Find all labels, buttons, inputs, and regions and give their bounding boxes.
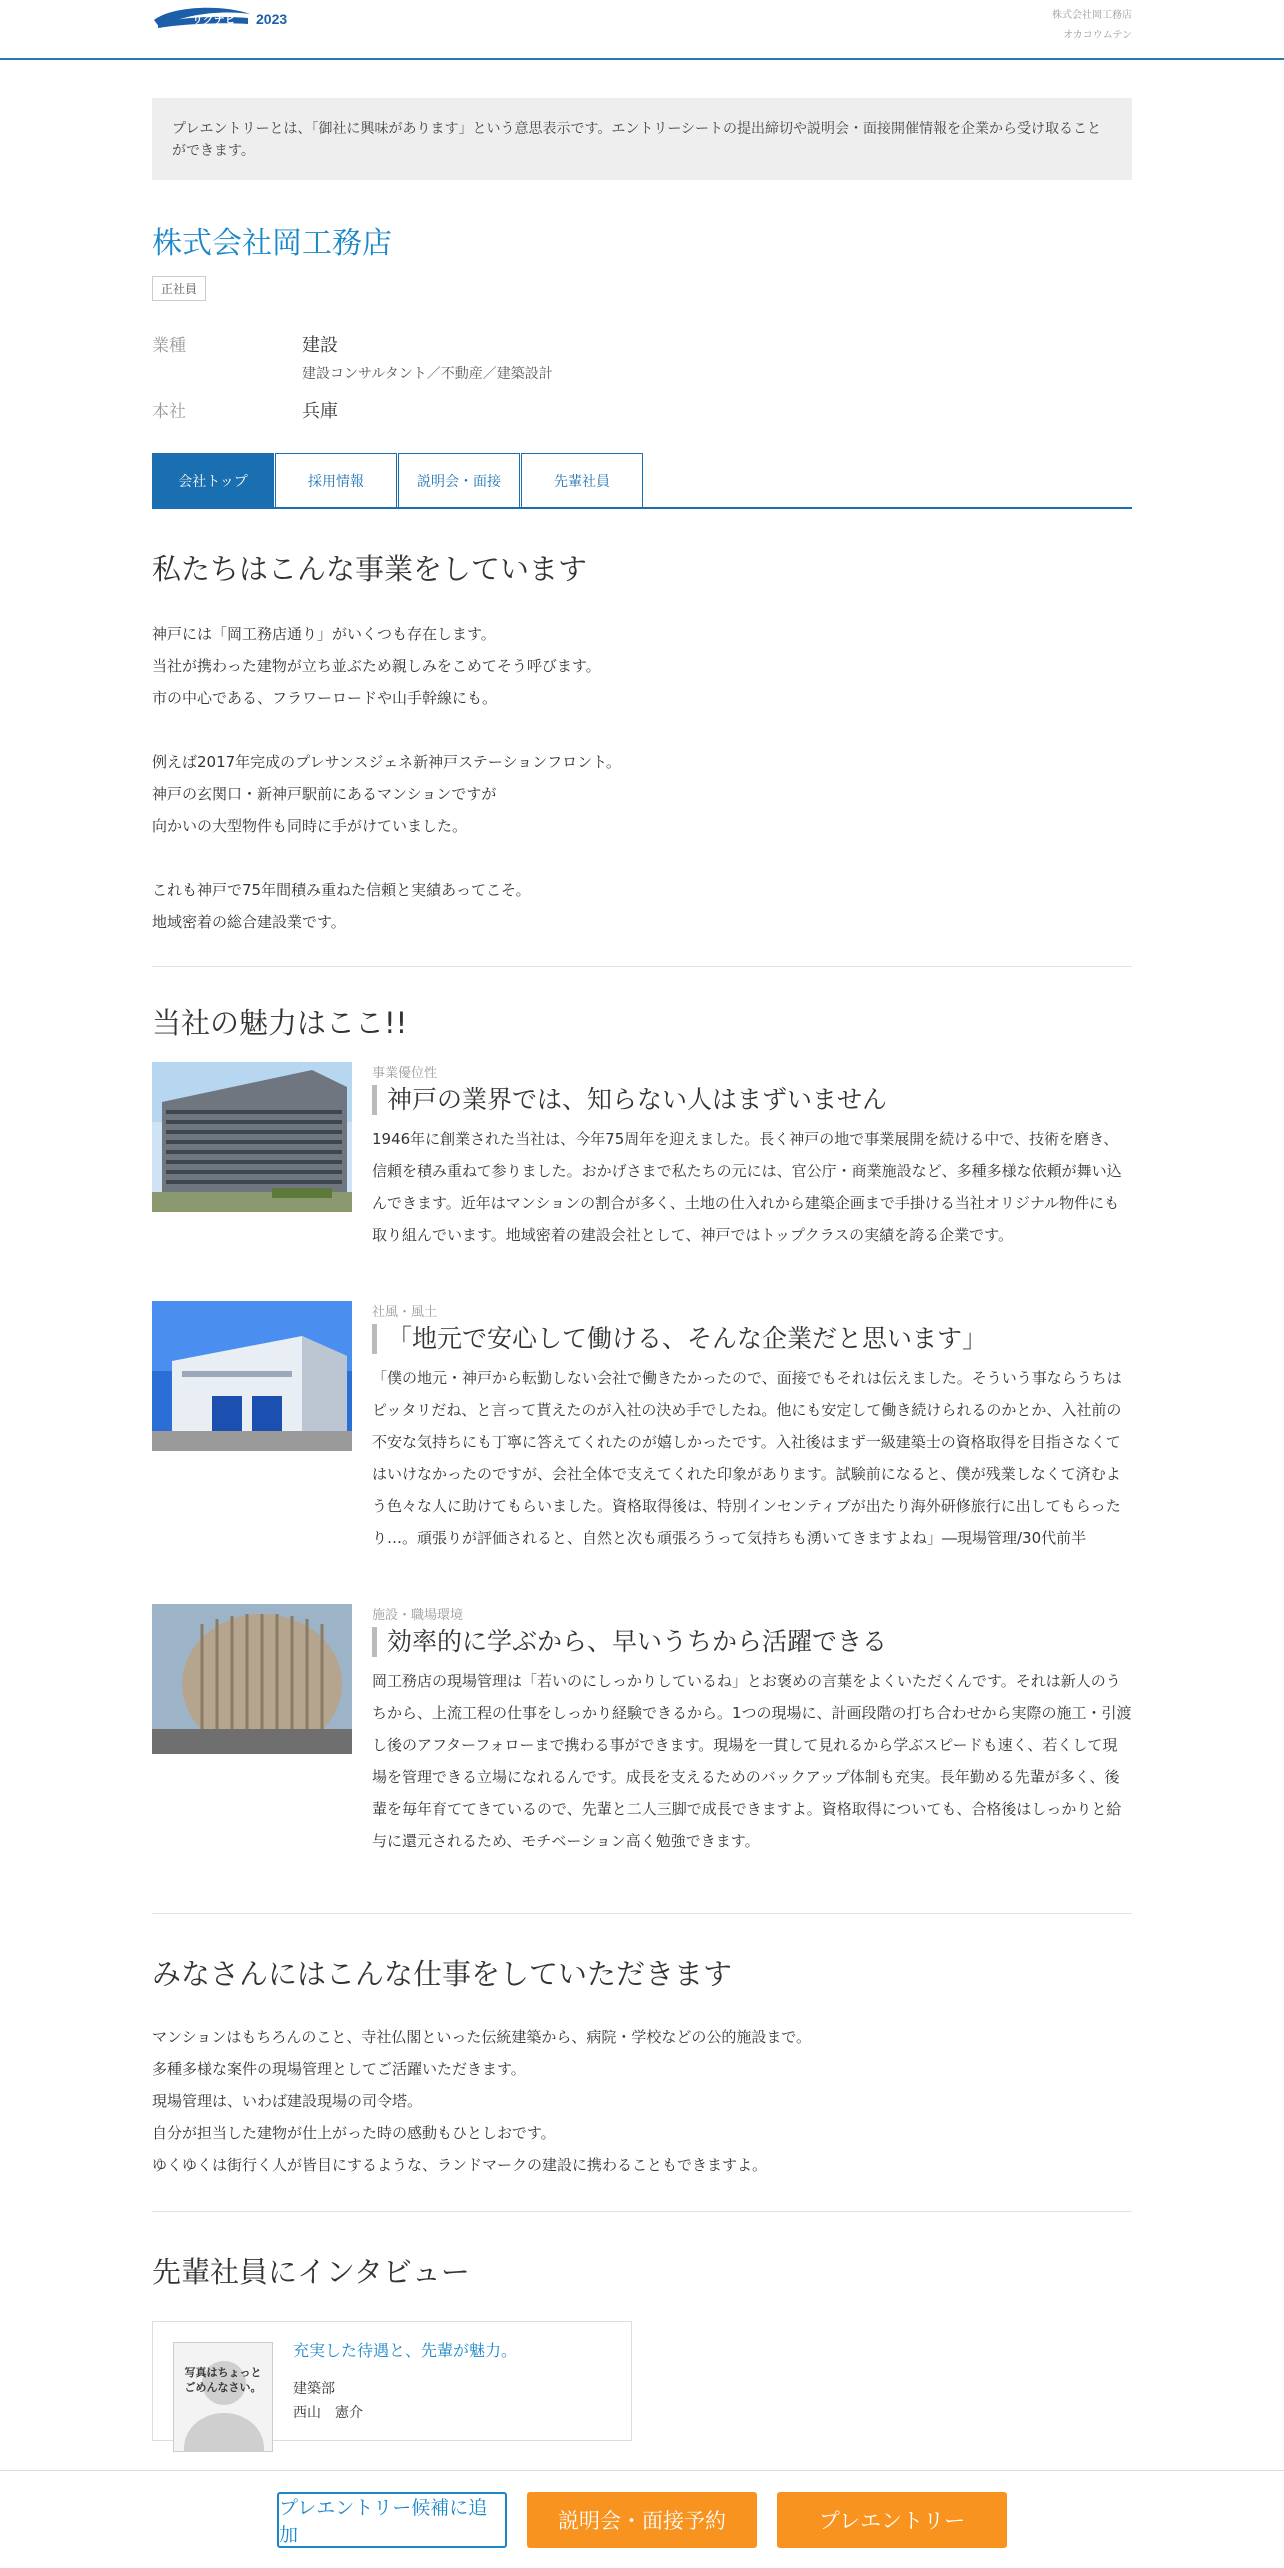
tab-senior-staff[interactable]: 先輩社員 [521, 453, 643, 507]
work-section [152, 1952, 1132, 2181]
industry-main: 建設 [302, 335, 338, 356]
company-info [152, 331, 1132, 423]
business-line: 市の中心である、フラワーロードや山手幹線にも。 [152, 689, 498, 707]
header-company-kana: オカコウムテン [1063, 30, 1132, 41]
bottom-action-bar [0, 2470, 1284, 2568]
tab-recruitment-info[interactable]: 採用情報 [275, 453, 397, 507]
charm-title: 当社の魅力はここ!! [152, 1006, 408, 1040]
business-title: 私たちはこんな事業をしています [152, 552, 588, 586]
interview-dept: 建築部 [293, 2381, 335, 2397]
interview-name: 西山 憲介 [293, 2405, 363, 2421]
charm-body: 1946年に創業された当社は、今年75周年を迎えました。長く神戸の地で事業展開を続ける中で、技術を磨き、信頼を積み重ねて参りました。おかげさまで私たちの元には、官公庁・商業施設など、多種多様な依頼が舞い込んできます。近年はマンションの割合が多く、土地の仕入れから建築企画まで手掛ける当社オリジナル物件にも取り組んでいます。地域密着の建設会社として、神戸ではトップクラスの実績を誇る企業です。 [372, 1130, 1122, 1244]
charm-heading: 神戸の業界では、知らない人はまずいません [372, 1085, 1132, 1115]
charm-category: 社風・風土 [372, 1305, 438, 1320]
hq-label: 本社 [152, 402, 186, 422]
industry-label: 業種 [152, 336, 186, 356]
business-section [152, 547, 1132, 938]
tab-company-top[interactable]: 会社トップ [152, 453, 274, 507]
charm-category: 事業優位性 [372, 1066, 438, 1081]
charm-category: 施設・職場環境 [372, 1608, 464, 1623]
charm-item [152, 1062, 1132, 1251]
rikunabi-logo[interactable] [152, 4, 302, 34]
charm-body: 岡工務店の現場管理は「若いのにしっかりしているね」とお褒めの言葉をよくいただくんです。それは新人のうちから、上流工程の仕事をしっかり経験できるから。1つの現場に、計画段階の打ち合わせから実際の施工・引渡し後のアフターフォローまで携わる事ができます。現場を一貫して見れるから学ぶスピードも速く、若くして現場を管理できる立場になれるんです。成長を支えるためのバックアップ体制も充実。長年勤める先輩が多く、後輩を毎年育ててきているので、先輩と二人三脚で成長できますよ。資格取得についても、合格後はしっかりと給与に還元されるため、モチベーション高く勉強できます。 [372, 1672, 1132, 1850]
interview-card[interactable] [152, 2321, 632, 2441]
divider [152, 966, 1132, 967]
business-line: 神戸には「岡工務店通り」がいくつも存在します。 [152, 625, 496, 643]
work-line: 自分が担当した建物が仕上がった時の感動もひとしおです。 [152, 2124, 556, 2142]
logo-year: 2023 [256, 11, 288, 27]
charm-item [152, 1604, 1132, 1857]
business-text [152, 618, 1132, 938]
divider [152, 2211, 1132, 2212]
work-line: 現場管理は、いわば建設現場の司令塔。 [152, 2092, 423, 2110]
work-text [152, 2021, 1132, 2181]
charm-heading: 効率的に学ぶから、早いうちから活躍できる [372, 1627, 1132, 1657]
hq-row [152, 397, 1132, 423]
preentry-notice: プレエントリーとは、「御社に興味があります」という意思表示です。エントリーシートの提出締切や説明会・面接開催情報を企業から受け取ることができます。 [152, 98, 1132, 180]
business-line: 当社が携わった建物が立ち並ぶため親しみをこめてそう呼びます。 [152, 657, 601, 675]
person-silhouette-icon [174, 2343, 273, 2452]
add-preentry-candidate-button[interactable]: プレエントリー候補に追加 [277, 2492, 507, 2548]
seminar-reserve-button[interactable]: 説明会・面接予約 [527, 2492, 757, 2548]
avatar-placeholder-text: 写真はちょっと ごめんなさい。 [184, 2366, 262, 2394]
divider [152, 1913, 1132, 1914]
industry-sub: 建設コンサルタント／不動産／建築設計 [302, 366, 553, 382]
round-building-image [152, 1604, 352, 1754]
charm-heading: 「地元で安心して働ける、そんな企業だと思います」 [372, 1324, 1132, 1354]
business-line: 向かいの大型物件も同時に手がけていました。 [152, 817, 468, 835]
charm-item [152, 1301, 1132, 1554]
svg-text:リクナビ: リクナビ [192, 14, 236, 26]
business-line: 神戸の玄関口・新神戸駅前にあるマンションですが [152, 785, 497, 803]
main-content [152, 98, 1132, 2441]
work-title: みなさんにはこんな仕事をしていただきます [152, 1957, 733, 1991]
work-line: ゆくゆくは街行く人が皆目にするような、ランドマークの建設に携わることもできますよ。 [152, 2156, 768, 2174]
work-line: 多種多様な案件の現場管理としてご活躍いただきます。 [152, 2060, 526, 2078]
hq-value: 兵庫 [302, 401, 338, 422]
apartment-building-image [152, 1062, 352, 1212]
factory-building-image [152, 1301, 352, 1451]
work-line: マンションはもちろんのこと、寺社仏閣といった伝統建築から、病院・学校などの公的施設まで。 [152, 2028, 812, 2046]
tab-seminar-interview[interactable]: 説明会・面接 [398, 453, 520, 507]
preentry-button[interactable]: プレエントリー [777, 2492, 1007, 2548]
business-line: 地域密着の総合建設業です。 [152, 913, 346, 931]
charm-body: 「僕の地元・神戸から転勤しない会社で働きたかったので、面接でもそれは伝えました。そういう事ならうちはピッタリだね、と言って貰えたのが入社の決め手でしたね。他にも安定して働き続けられるのかとか、入社前の不安な気持ちにも丁寧に答えてくれたのが嬉しかったです。入社後はまず一級建築士の資格取得を目指さなくてはいけなかったのですが、会社全体で支えてくれた印象があります。試験前になると、僕が残業しなくて済むよう色々な人に助けてもらいました。資格取得後は、特別インセンティブが出たり海外研修旅行に出してもらったり…。頑張りが評価されると、自然と次も頑張ろうって気持ちも湧いてきますよね」―現場管理/30代前半 [372, 1369, 1122, 1547]
industry-row [152, 331, 1132, 383]
logo-swoosh-icon [152, 6, 252, 32]
interview-section [152, 2250, 1132, 2441]
header-company-name: 株式会社岡工務店 [1052, 10, 1132, 21]
charm-section [152, 1001, 1132, 1857]
interview-card-title[interactable]: 充実した待遇と、先輩が魅力。 [293, 2341, 518, 2360]
site-header [0, 0, 1284, 60]
company-tabs [152, 453, 1132, 509]
avatar [173, 2342, 273, 2452]
business-line: これも神戸で75年間積み重ねた信頼と実績あってこそ。 [152, 881, 531, 899]
interview-title: 先輩社員にインタビュー [152, 2255, 470, 2289]
header-company [1052, 6, 1132, 46]
employment-type-badge: 正社員 [152, 276, 206, 301]
company-name: 株式会社岡工務店 [152, 226, 392, 261]
business-line: 例えば2017年完成のプレサンスジェネ新神戸ステーションフロント。 [152, 753, 621, 771]
